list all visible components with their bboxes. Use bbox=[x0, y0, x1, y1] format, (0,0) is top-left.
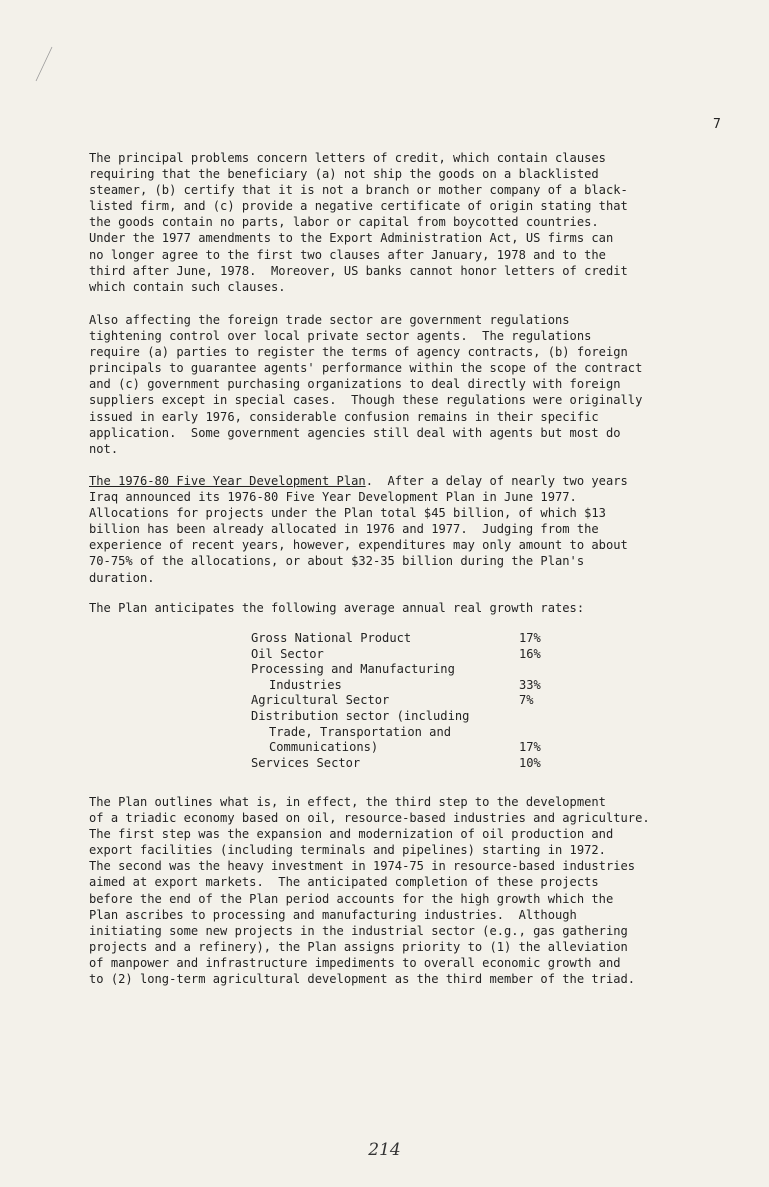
text-line: listed firm, and (c) provide a negative certificate of origin stating that bbox=[89, 199, 628, 214]
text-line: principals to guarantee agents' performance within the scope of the contract bbox=[89, 361, 643, 376]
growth-row bbox=[251, 709, 571, 725]
text-line: The Plan outlines what is, in effect, the third step to the development bbox=[89, 795, 606, 809]
heading-continuation: . After a delay of nearly two years bbox=[365, 474, 628, 488]
text-line: billion has been already allocated in 1976 and 1977. Judging from the bbox=[89, 522, 599, 537]
text-line: Under the 1977 amendments to the Export Administration Act, US firms can bbox=[89, 231, 614, 246]
text-line: The second was the heavy investment in 1974-75 in resource-based industries bbox=[89, 859, 636, 874]
text-line: The Plan anticipates the following average annual real growth rates: bbox=[89, 601, 585, 615]
growth-row bbox=[251, 740, 589, 756]
text-line: Plan ascribes to processing and manufacturing industries. Although bbox=[89, 907, 577, 922]
text-line: projects and a refinery), the Plan assigns priority to (1) the alleviation bbox=[89, 939, 628, 954]
footer-page-number: 214 bbox=[368, 1140, 401, 1160]
text-line: aimed at export markets. The anticipated completion of these projects bbox=[89, 875, 599, 890]
text-line: of manpower and infrastructure impediments to overall economic growth and bbox=[89, 955, 621, 970]
text-line: before the end of the Plan period accounts for the high growth which the bbox=[89, 891, 614, 906]
growth-value: 10% bbox=[519, 755, 541, 770]
text-line: suppliers except in special cases. Though these regulations were originally bbox=[89, 393, 643, 408]
growth-label: Processing and Manufacturing bbox=[251, 662, 455, 677]
paragraph-agent-regulations bbox=[89, 312, 709, 457]
growth-value: 7% bbox=[519, 693, 534, 708]
text-line: of a triadic economy based on oil, resource-based industries and agriculture. bbox=[89, 811, 650, 826]
page-number: 7 bbox=[713, 117, 721, 132]
growth-row bbox=[251, 631, 571, 647]
text-line: the goods contain no parts, labor or capital from boycotted countries. bbox=[89, 215, 599, 230]
text-line: requiring that the beneficiary (a) not ship the goods on a blacklisted bbox=[89, 167, 599, 182]
growth-label: Agricultural Sector bbox=[251, 693, 390, 708]
growth-value: 17% bbox=[519, 631, 541, 645]
text-line: tightening control over local private sector agents. The regulations bbox=[89, 329, 592, 344]
growth-value: 33% bbox=[519, 677, 541, 692]
text-line: The principal problems concern letters of credit, which contain clauses bbox=[89, 151, 606, 165]
growth-row bbox=[251, 678, 589, 694]
text-line: 70-75% of the allocations, or about $32-35 billion during the Plan's bbox=[89, 554, 585, 569]
growth-row bbox=[251, 647, 571, 663]
growth-label: Trade, Transportation and bbox=[269, 724, 452, 739]
growth-row bbox=[251, 693, 571, 709]
pencil-mark bbox=[30, 45, 60, 85]
growth-label: Oil Sector bbox=[251, 646, 324, 661]
paragraph-growth-intro bbox=[89, 600, 709, 616]
text-line: third after June, 1978. Moreover, US banks cannot honor letters of credit bbox=[89, 263, 628, 278]
growth-label: Industries bbox=[269, 677, 342, 692]
text-line: Also affecting the foreign trade sector are government regulations bbox=[89, 313, 570, 327]
growth-rates-table bbox=[251, 631, 589, 771]
text-line: duration. bbox=[89, 570, 155, 585]
growth-label: Gross National Product bbox=[251, 631, 412, 645]
text-line: Allocations for projects under the Plan total $45 billion, of which $13 bbox=[89, 506, 606, 521]
growth-value: 16% bbox=[519, 646, 541, 661]
text-line: The first step was the expansion and modernization of oil production and bbox=[89, 827, 614, 842]
growth-label: Communications) bbox=[269, 740, 379, 755]
paragraph-development-plan bbox=[89, 473, 709, 586]
growth-label: Distribution sector (including bbox=[251, 708, 470, 723]
growth-row bbox=[251, 725, 589, 741]
text-line: no longer agree to the first two clauses after January, 1978 and to the bbox=[89, 247, 606, 262]
text-line: require (a) parties to register the terms of agency contracts, (b) foreign bbox=[89, 345, 628, 360]
text-line: experience of recent years, however, expenditures may only amount to about bbox=[89, 538, 628, 553]
growth-label: Services Sector bbox=[251, 755, 361, 770]
growth-row bbox=[251, 756, 571, 772]
paragraph-triadic-economy bbox=[89, 794, 709, 987]
text-line: to (2) long-term agricultural development as the third member of the triad. bbox=[89, 972, 636, 987]
growth-row bbox=[251, 662, 571, 678]
growth-value: 17% bbox=[519, 740, 541, 755]
text-line: not. bbox=[89, 441, 119, 456]
text-line: application. Some government agencies still deal with agents but most do bbox=[89, 425, 621, 440]
text-line: export facilities (including terminals and pipelines) starting in 1972. bbox=[89, 843, 606, 858]
text-line: steamer, (b) certify that it is not a branch or mother company of a black- bbox=[89, 183, 628, 198]
text-line: which contain such clauses. bbox=[89, 279, 286, 294]
text-line: initiating some new projects in the industrial sector (e.g., gas gathering bbox=[89, 923, 628, 938]
section-heading: The 1976-80 Five Year Development Plan bbox=[89, 474, 366, 488]
text-line: issued in early 1976, considerable confusion remains in their specific bbox=[89, 409, 599, 424]
paragraph-letters-of-credit bbox=[89, 150, 709, 295]
text-line bbox=[89, 473, 709, 489]
text-line: Iraq announced its 1976-80 Five Year Development Plan in June 1977. bbox=[89, 490, 577, 505]
text-line: and (c) government purchasing organizations to deal directly with foreign bbox=[89, 377, 621, 392]
